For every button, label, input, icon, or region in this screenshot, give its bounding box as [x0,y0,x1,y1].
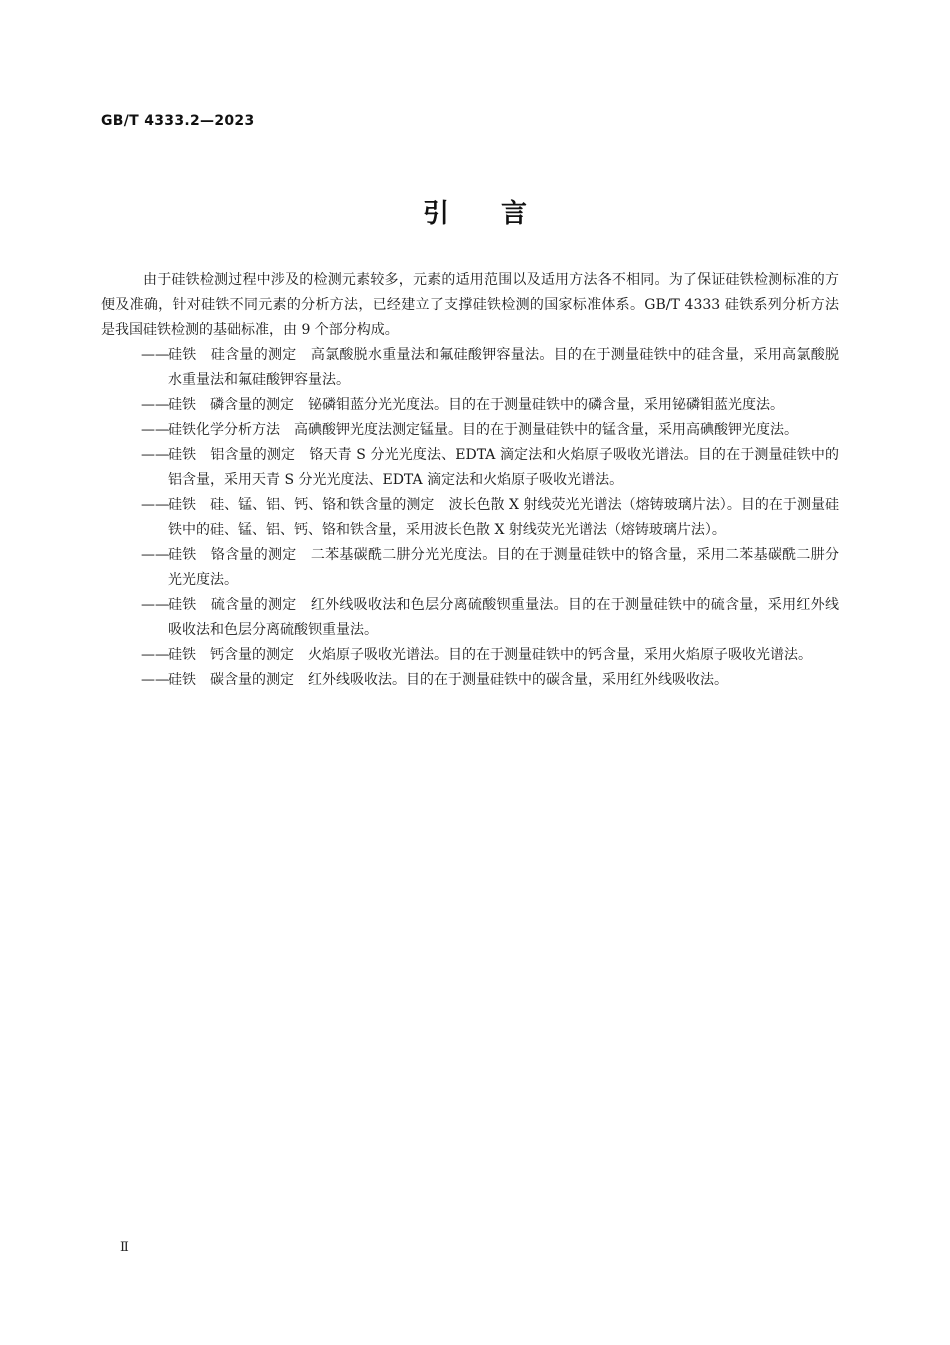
list-item-text: 硅铁 碳含量的测定 红外线吸收法。目的在于测量硅铁中的碳含量，采用红外线吸收法。 [168,672,728,688]
list-item [101,643,839,668]
list-dash: —— [141,672,169,688]
intro-paragraph: 由于硅铁检测过程中涉及的检测元素较多，元素的适用范围以及适用方法各不相同。为了保证硅铁检测标准的方便及准确，针对硅铁不同元素的分析方法，已经建立了支撑硅铁检测的国家标准体系。GB/T 4333 硅铁系列分析方法是我国硅铁检测的基础标准，由 9 个部分构成。 [101,272,839,338]
list-item [101,343,839,393]
list-item [101,593,839,643]
list-item-text: 硅铁 铬含量的测定 二苯基碳酰二肼分光光度法。目的在于测量硅铁中的铬含量，采用二苯基碳酰二肼分光光度法。 [168,547,839,588]
list-dash: —— [141,647,169,663]
list-dash: —— [141,547,169,563]
list-item-text: 硅铁 硅、锰、铝、钙、铬和铁含量的测定 波长色散 X 射线荧光光谱法（熔铸玻璃片法）。目的在于测量硅铁中的硅、锰、铝、钙、铬和铁含量，采用波长色散 X 射线荧光光谱法（熔铸玻璃片法）。 [168,497,839,538]
list-dash: —— [141,347,169,363]
list-dash: —— [141,497,169,513]
list-item [101,543,839,593]
list-item [101,668,839,693]
list-item [101,493,839,543]
list-item [101,418,839,443]
list-dash: —— [141,397,169,413]
list-item [101,443,839,493]
list-item-text: 硅铁 硅含量的测定 高氯酸脱水重量法和氟硅酸钾容量法。目的在于测量硅铁中的硅含量，采用高氯酸脱水重量法和氟硅酸钾容量法。 [168,347,839,388]
page-number: Ⅱ [120,1240,129,1255]
list-item-text: 硅铁 磷含量的测定 铋磷钼蓝分光光度法。目的在于测量硅铁中的磷含量，采用铋磷钼蓝光度法。 [168,397,784,413]
list-item-text: 硅铁 硫含量的测定 红外线吸收法和色层分离硫酸钡重量法。目的在于测量硅铁中的硫含量，采用红外线吸收法和色层分离硫酸钡重量法。 [168,597,839,638]
list-dash: —— [141,422,169,438]
list-dash: —— [141,597,169,613]
list-item [101,393,839,418]
introduction-body [101,268,839,693]
list-item-text: 硅铁 铝含量的测定 铬天青 S 分光光度法、EDTA 滴定法和火焰原子吸收光谱法。目的在于测量硅铁中的铝含量，采用天青 S 分光光度法、EDTA 滴定法和火焰原子吸收光谱法。 [168,447,839,488]
standard-code: GB/T 4333.2—2023 [101,113,255,129]
standard-parts-list [101,343,839,693]
list-item-text: 硅铁 钙含量的测定 火焰原子吸收光谱法。目的在于测量硅铁中的钙含量，采用火焰原子吸收光谱法。 [168,647,812,663]
page-title: 引言 [422,199,579,229]
list-item-text: 硅铁化学分析方法 高碘酸钾光度法测定锰量。目的在于测量硅铁中的锰含量，采用高碘酸钾光度法。 [168,422,798,438]
list-dash: —— [141,447,169,463]
